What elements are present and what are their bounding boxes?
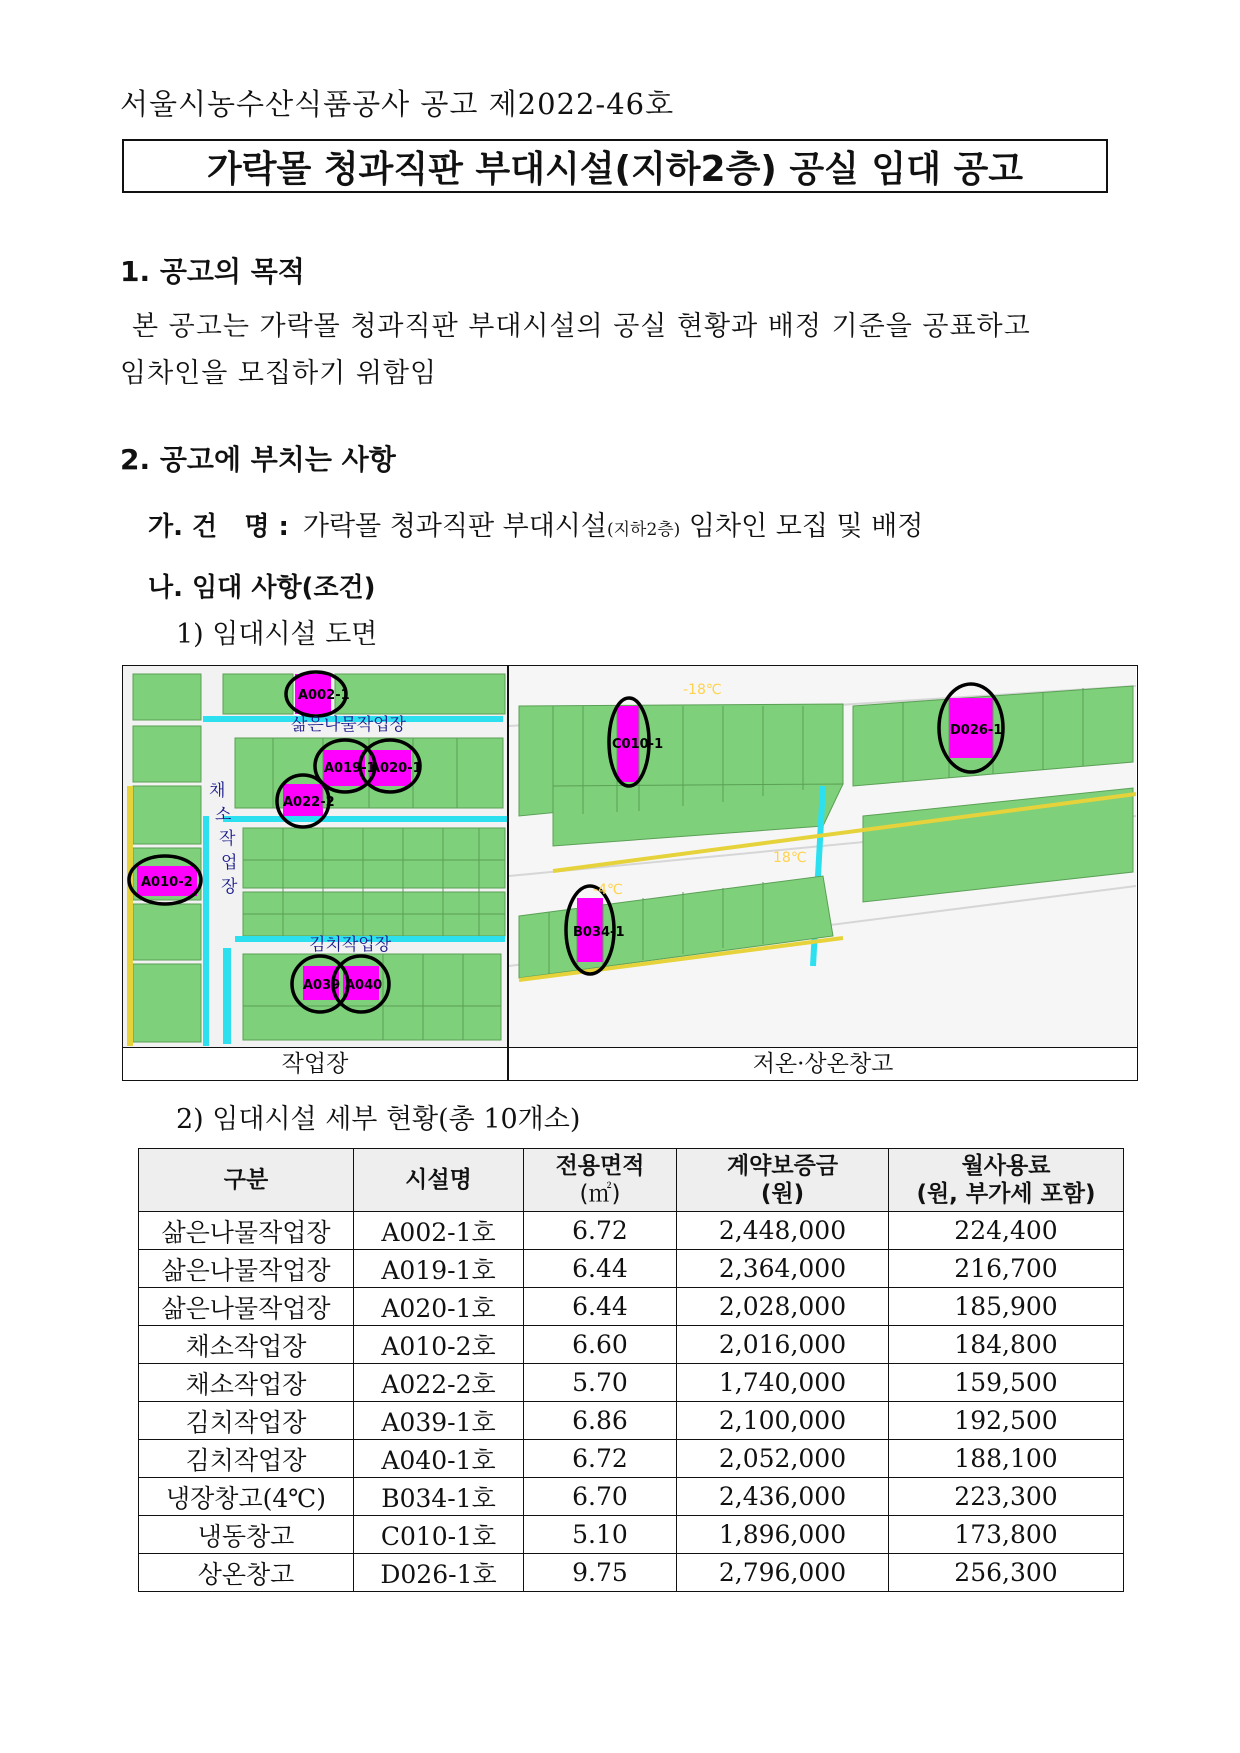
facility-table: [138, 1148, 1124, 1592]
cell-fee: 184,800: [889, 1326, 1124, 1364]
unit-label-A022-2: A022-2: [283, 795, 335, 810]
area-label-veg-1: 채: [209, 781, 226, 801]
document-title: 가락몰 청과직판 부대시설(지하2층) 공실 임대 공고: [122, 139, 1108, 193]
cell-area: 6.72: [524, 1440, 677, 1478]
cell-facility: A020-1호: [354, 1288, 524, 1326]
header-monthly-fee: 월사용료 (원, 부가세 포함): [889, 1149, 1124, 1212]
cell-area: 5.10: [524, 1516, 677, 1554]
cell-fee: 173,800: [889, 1516, 1124, 1554]
cell-area: 6.60: [524, 1326, 677, 1364]
header-category: 구분: [139, 1149, 354, 1212]
item-ga-text-a: 가락몰 청과직판 부대시설: [302, 511, 607, 542]
cell-category: 상온창고: [139, 1554, 354, 1592]
item-ga-label: 가. 건 명 :: [148, 512, 289, 542]
table-row: [139, 1326, 1124, 1364]
table-row: [139, 1554, 1124, 1592]
cell-deposit: 2,448,000: [677, 1212, 889, 1250]
floor-plan-figure: [122, 665, 1138, 1081]
plan-divider: [507, 666, 509, 1080]
cell-category: 삶은나물작업장: [139, 1288, 354, 1326]
unit-label-A019-1: A019-1: [324, 761, 376, 776]
table-row: [139, 1478, 1124, 1516]
floor-plan-drawing: [123, 666, 1136, 1048]
sub1-label: 1) 임대시설 도면: [176, 619, 378, 650]
unit-label-A002-1: A002-1: [298, 688, 350, 703]
table-row: [139, 1440, 1124, 1478]
cell-category: 냉장창고(4℃): [139, 1478, 354, 1516]
header-facility-name: 시설명: [354, 1149, 524, 1212]
cell-area: 5.70: [524, 1364, 677, 1402]
cell-category: 김치작업장: [139, 1440, 354, 1478]
cell-deposit: 2,016,000: [677, 1326, 889, 1364]
area-label-kimchi: 김치작업장: [309, 935, 392, 955]
cell-deposit: 2,796,000: [677, 1554, 889, 1592]
plan-caption-row: [123, 1047, 1137, 1080]
cell-area: 6.86: [524, 1402, 677, 1440]
cell-facility: A002-1호: [354, 1212, 524, 1250]
unit-label-A010-2: A010-2: [141, 875, 193, 890]
cell-fee: 216,700: [889, 1250, 1124, 1288]
table-row: [139, 1364, 1124, 1402]
cell-deposit: 2,052,000: [677, 1440, 889, 1478]
area-label-veg-5: 장: [221, 877, 238, 897]
section2-heading: 2. 공고에 부치는 사항: [120, 443, 396, 476]
unit-label-C010-1: C010-1: [612, 737, 664, 752]
header-area: 전용면적 (㎡): [524, 1149, 677, 1212]
cell-fee: 224,400: [889, 1212, 1124, 1250]
area-label-veg-4: 업: [221, 853, 238, 873]
cell-category: 김치작업장: [139, 1402, 354, 1440]
item-na-label: 나. 임대 사항(조건): [148, 573, 376, 603]
unit-label-A020-1: A020-1: [370, 761, 422, 776]
table-header-row: [139, 1149, 1124, 1212]
table-row: [139, 1212, 1124, 1250]
cell-deposit: 2,436,000: [677, 1478, 889, 1516]
temp-label-2: 18℃: [773, 850, 807, 866]
cell-area: 9.75: [524, 1554, 677, 1592]
cell-category: 채소작업장: [139, 1326, 354, 1364]
cell-area: 6.44: [524, 1250, 677, 1288]
header-deposit: 계약보증금 (원): [677, 1149, 889, 1212]
notice-number: 서울시농수산식품공사 공고 제2022-46호: [120, 87, 675, 121]
cell-deposit: 2,364,000: [677, 1250, 889, 1288]
cell-category: 삶은나물작업장: [139, 1250, 354, 1288]
table-row: [139, 1402, 1124, 1440]
cell-deposit: 2,100,000: [677, 1402, 889, 1440]
area-label-veg-2: 소: [215, 805, 232, 825]
section1-heading: 1. 공고의 목적: [120, 255, 305, 288]
table-row: [139, 1250, 1124, 1288]
cell-fee: 185,900: [889, 1288, 1124, 1326]
cell-facility: B034-1호: [354, 1478, 524, 1516]
section1-line2: 임차인을 모집하기 위함임: [120, 358, 438, 389]
caption-workshop: 작업장: [281, 1051, 349, 1077]
cell-category: 냉동창고: [139, 1516, 354, 1554]
item-ga: [148, 504, 923, 543]
item-ga-text-small: (지하2층): [606, 520, 681, 540]
unit-label-B034-1: B034-1: [573, 925, 625, 940]
caption-cold-storage: 저온·상온창고: [752, 1051, 894, 1077]
item-ga-text-b: 임차인 모집 및 배정: [680, 511, 924, 542]
cell-facility: A040-1호: [354, 1440, 524, 1478]
table-row: [139, 1516, 1124, 1554]
sub2-label: 2) 임대시설 세부 현황(총 10개소): [176, 1104, 581, 1135]
unit-label-A040: A040: [345, 978, 383, 993]
section1-line1: 본 공고는 가락몰 청과직판 부대시설의 공실 현황과 배정 기준을 공표하고: [132, 311, 1031, 342]
cell-facility: A010-2호: [354, 1326, 524, 1364]
cell-fee: 188,100: [889, 1440, 1124, 1478]
cell-facility: D026-1호: [354, 1554, 524, 1592]
area-label-samun: 삶은나물작업장: [291, 715, 406, 735]
cell-fee: 256,300: [889, 1554, 1124, 1592]
cell-fee: 159,500: [889, 1364, 1124, 1402]
cell-facility: A039-1호: [354, 1402, 524, 1440]
cell-area: 6.72: [524, 1212, 677, 1250]
cell-deposit: 2,028,000: [677, 1288, 889, 1326]
cell-category: 채소작업장: [139, 1364, 354, 1402]
cell-category: 삶은나물작업장: [139, 1212, 354, 1250]
cell-deposit: 1,896,000: [677, 1516, 889, 1554]
table-row: [139, 1288, 1124, 1326]
cell-facility: A022-2호: [354, 1364, 524, 1402]
cell-area: 6.44: [524, 1288, 677, 1326]
temp-label-1: -18℃: [683, 682, 722, 698]
cell-deposit: 1,740,000: [677, 1364, 889, 1402]
cell-fee: 192,500: [889, 1402, 1124, 1440]
unit-label-D026-1: D026-1: [950, 723, 1003, 738]
temp-label-3: -4℃: [593, 882, 623, 898]
cell-area: 6.70: [524, 1478, 677, 1516]
unit-label-A039: A039: [303, 978, 341, 993]
cell-facility: A019-1호: [354, 1250, 524, 1288]
area-label-veg-3: 작: [219, 829, 236, 849]
cell-facility: C010-1호: [354, 1516, 524, 1554]
cell-fee: 223,300: [889, 1478, 1124, 1516]
